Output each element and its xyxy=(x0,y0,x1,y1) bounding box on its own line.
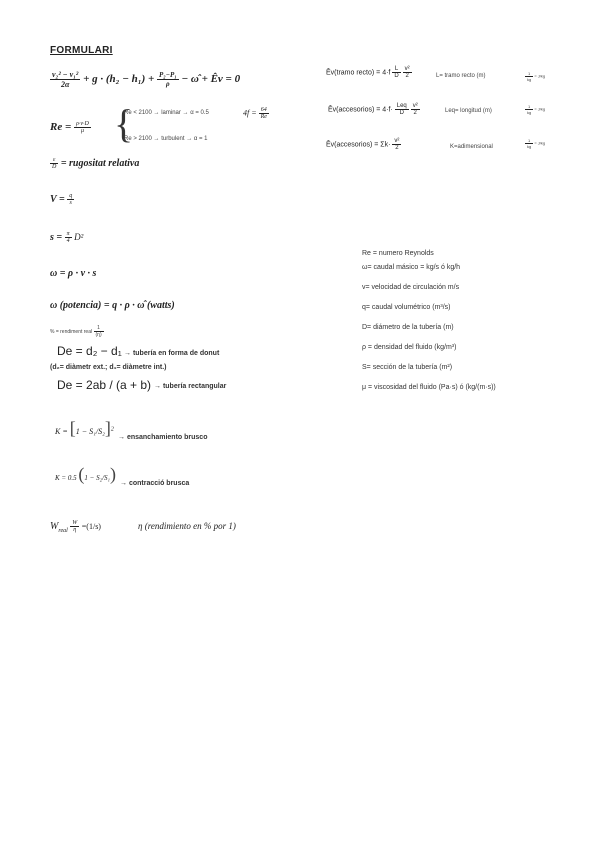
loss-straight-frac2-num: v² xyxy=(404,66,410,72)
area-formula xyxy=(50,231,83,244)
loss-accessories-k-lhs: Êv(accesorios) = Σk· xyxy=(326,141,391,149)
loss-accessories-k-units xyxy=(525,138,545,149)
real-power-tail: =(1/s) xyxy=(81,521,101,531)
legend-item: μ = viscosidad del fluido (Pa·s) ó (kg/(m·s)) xyxy=(362,384,496,391)
efficiency-small-numerator: 1 xyxy=(94,325,104,332)
reynolds-laminar: Re < 2100 → laminar → α = 0.5 xyxy=(124,110,209,116)
real-power-subscript: real xyxy=(58,527,68,534)
area-denominator: 4 xyxy=(66,238,70,244)
real-power-lhs: W xyxy=(50,520,59,532)
loss-accessories-units xyxy=(525,104,545,115)
legend-item: ω= caudal másico = kg/s ó kg/h xyxy=(362,264,461,271)
laminar-friction-lhs: 4f = xyxy=(243,108,257,118)
loss-straight-frac1-den: D xyxy=(394,73,399,79)
loss-accessories-k-desc: K=adimensional xyxy=(450,144,493,150)
donut-note: (d₂= diàmetr ext.; d₁= diàmetre int.) xyxy=(50,364,167,371)
legend-item: v= velocidad de circulación m/s xyxy=(362,284,460,291)
page-title: FORMULARI xyxy=(50,45,113,56)
rugosity-formula xyxy=(50,157,139,170)
bernoulli-tail: − ω̂ + Êv = 0 xyxy=(181,73,241,86)
real-power-formula xyxy=(50,520,101,534)
rugosity-text: = rugositat relativa xyxy=(60,157,140,169)
reynolds-numerator: ρ·v·D xyxy=(76,121,89,127)
loss-accessories-frac1-num: Leq xyxy=(396,103,407,109)
donut-formula: De = d₂ − d₁ xyxy=(57,344,122,358)
loss-accessories-units-tail: = J/kg xyxy=(534,106,546,112)
bernoulli-numerator: v₂² − v₁² xyxy=(52,70,79,79)
loss-straight xyxy=(326,66,412,79)
bernoulli-gravity-term: + g · (h₂ − h₁) + xyxy=(83,73,155,86)
mass-flow-formula: ω = ρ · v · s xyxy=(50,268,97,279)
rugosity-numerator: ε xyxy=(50,157,58,164)
loss-straight-frac1-num: L xyxy=(392,66,400,73)
efficiency-small-text: % = rendiment real xyxy=(50,328,93,335)
legend-item: ρ = densidad del fluido (kg/m³) xyxy=(362,344,457,351)
contraction-lhs: K = 0.5 xyxy=(55,474,77,482)
loss-straight-units xyxy=(525,71,545,82)
loss-accessories-frac1-den: D xyxy=(399,110,404,116)
power-formula: ω (potencia) = q · ρ · ω̂ (watts) xyxy=(50,300,175,311)
laminar-friction xyxy=(243,107,269,120)
rugosity-denominator: D xyxy=(52,164,57,170)
loss-accessories-units-den: kg xyxy=(527,110,532,115)
real-power-numerator: W xyxy=(72,520,78,526)
velocity-numerator: q xyxy=(69,193,73,199)
laminar-friction-numerator: 64 xyxy=(259,107,269,114)
loss-straight-units-den: kg xyxy=(527,77,532,82)
rect-formula: De = 2ab / (a + b) xyxy=(57,378,152,392)
reynolds-brace: { xyxy=(114,101,134,146)
loss-accessories-k-num: v² xyxy=(394,138,400,144)
loss-accessories-k-units-tail: = J/kg xyxy=(534,140,546,146)
loss-accessories xyxy=(328,103,420,116)
contraction-paren-open-icon: ( xyxy=(78,464,85,484)
efficiency-small-denominator: (η) xyxy=(95,332,102,338)
contraction-formula xyxy=(55,464,116,485)
legend-item: S= sección de la tubería (m²) xyxy=(362,364,453,371)
loss-straight-frac2-den: 2 xyxy=(405,73,409,79)
loss-straight-units-tail: = J/kg xyxy=(534,73,546,79)
loss-accessories-frac2-den: 2 xyxy=(413,110,417,116)
loss-accessories-k-units-den: kg xyxy=(527,144,532,149)
loss-straight-desc: L= tramo recto (m) xyxy=(436,73,486,79)
laminar-friction-denominator: Re xyxy=(260,114,267,120)
expansion-label: → ensanchamiento brusco xyxy=(118,434,208,441)
expansion-bracket-close-icon: ] xyxy=(104,418,111,438)
efficiency-note: η (rendimiento en % por 1) xyxy=(138,521,236,531)
expansion-formula: $K = [1 - S_1/S_2]^2$ xyxy=(55,418,114,438)
area-tail: D² xyxy=(74,231,84,242)
loss-accessories-desc: Leq= longitud (m) xyxy=(445,108,492,114)
bernoulli-pressure-denominator: ρ xyxy=(166,80,170,88)
reynolds-lhs: Re = xyxy=(50,121,72,134)
loss-accessories-k-units-num: 1 xyxy=(525,138,533,144)
expansion-bracket-open-icon: [ xyxy=(69,418,76,438)
real-power-denominator: η xyxy=(73,527,77,533)
loss-accessories-frac2-num: v² xyxy=(412,103,418,109)
reynolds-formula xyxy=(50,121,91,134)
legend-item: Re = numero Reynolds xyxy=(362,250,434,257)
contraction-inner: 1 − S₂/S₁ xyxy=(84,474,110,482)
expansion-lhs: K = xyxy=(55,427,68,436)
loss-straight-units-num: 1 xyxy=(525,71,533,77)
contraction-paren-close-icon: ) xyxy=(109,464,116,484)
loss-accessories-units-num: 1 xyxy=(525,104,533,110)
legend-item: q= caudal volumétrico (m³/s) xyxy=(362,304,451,311)
bernoulli-denominator: 2α xyxy=(60,80,70,89)
legend-item: D= diámetro de la tubería (m) xyxy=(362,324,454,331)
loss-accessories-k-den: 2 xyxy=(395,145,399,151)
contraction-label: → contracció brusca xyxy=(120,480,190,487)
bernoulli-pressure-numerator: P₂−P₁ xyxy=(159,71,177,79)
rect-label: → tubería rectangular xyxy=(154,383,227,390)
donut-label: → tubería en forma de donut xyxy=(124,350,220,357)
area-lhs: s = xyxy=(50,231,63,243)
area-numerator: π xyxy=(66,231,70,237)
efficiency-small xyxy=(50,325,104,338)
loss-straight-lhs: Êv(tramo recto) = 4·f xyxy=(326,69,391,77)
bernoulli-equation xyxy=(50,70,240,89)
velocity-lhs: V = xyxy=(50,193,65,205)
reynolds-denominator: μ xyxy=(80,128,84,134)
expansion-inner: 1 − S₁/S₂ xyxy=(75,427,105,436)
loss-accessories-lhs: Êv(accesorios) = 4·f· xyxy=(328,106,393,114)
velocity-denominator: s xyxy=(69,200,72,206)
velocity-formula xyxy=(50,193,74,206)
loss-accessories-k xyxy=(326,138,401,151)
reynolds-turbulent: Re > 2100 → turbulent → α = 1 xyxy=(124,136,208,142)
